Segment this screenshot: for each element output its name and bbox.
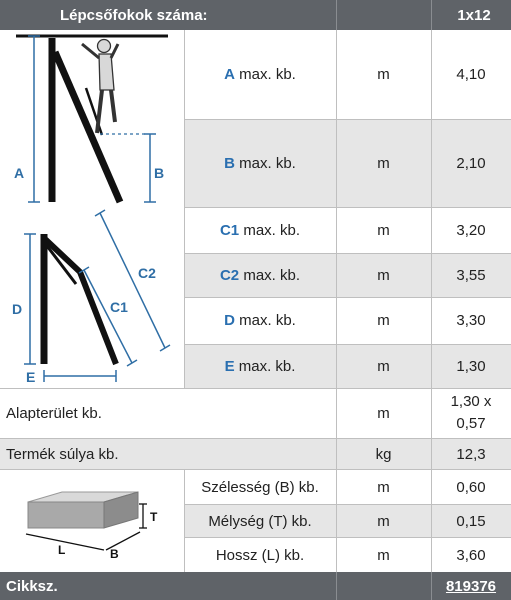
- row-e-text: max. kb.: [238, 357, 296, 375]
- pkg-b-label: B: [110, 547, 119, 561]
- row-b-code: B: [224, 154, 235, 172]
- base-area-label: Alapterület kb.: [6, 404, 102, 422]
- row-c1-code: C1: [219, 221, 240, 239]
- base-area-value-line1: 1,30 x: [450, 393, 492, 410]
- row-d-label: [184, 297, 336, 344]
- header-bar: [0, 0, 511, 30]
- package-width-unit: m: [377, 478, 390, 496]
- article-number-link[interactable]: 819376: [445, 577, 497, 595]
- weight-unit: kg: [375, 445, 392, 463]
- row-c1-unit: m: [377, 221, 390, 239]
- weight-label: Termék súlya kb.: [6, 445, 119, 463]
- row-d-text: max. kb.: [239, 312, 296, 329]
- footer-label: Cikksz.: [6, 577, 58, 595]
- row-d-unit: m: [377, 312, 390, 329]
- dim-e-label: E: [26, 369, 36, 385]
- package-width-value: 0,60: [456, 478, 486, 496]
- row-e-value: 1,30: [456, 357, 486, 375]
- row-d-code: D: [224, 312, 235, 329]
- row-e-code: E: [224, 357, 235, 375]
- row-b-value: 2,10: [456, 154, 486, 172]
- package-box-diagram: [0, 470, 184, 572]
- footer-bar: [0, 572, 511, 600]
- dim-c1-label: C1: [110, 299, 128, 315]
- package-length-unit: m: [377, 546, 390, 564]
- ladder-length-diagram: [0, 208, 184, 386]
- row-c1-value: 3,20: [456, 221, 486, 239]
- row-b-text: max. kb.: [239, 154, 296, 172]
- row-c1-label: [184, 207, 336, 253]
- row-a-text: max. kb.: [239, 66, 296, 83]
- row-a-label: [184, 30, 336, 119]
- row-e-unit: m: [377, 357, 390, 375]
- weight-value: 12,3: [456, 445, 486, 463]
- row-b-label: [184, 119, 336, 207]
- dim-a-label: A: [14, 165, 25, 181]
- row-c2-unit: m: [377, 266, 390, 284]
- package-depth-value: 0,15: [456, 512, 486, 530]
- base-area-value-line2: 0,57: [456, 415, 486, 432]
- package-depth-unit: m: [377, 512, 390, 530]
- row-c2-text: max. kb.: [243, 266, 301, 284]
- row-a-unit: m: [377, 66, 390, 83]
- dim-d-label: D: [12, 301, 23, 317]
- row-a-code: A: [224, 66, 235, 83]
- pkg-t-label: T: [150, 510, 158, 524]
- base-area-unit: m: [377, 404, 390, 422]
- header-value: 1x12: [457, 6, 491, 24]
- ladder-height-diagram: [0, 30, 184, 208]
- base-area-value: [431, 388, 511, 438]
- package-length-label: Hossz (L) kb.: [215, 546, 305, 564]
- dim-c2-label: C2: [138, 265, 156, 281]
- row-e-label: [184, 344, 336, 388]
- row-c2-label: [184, 253, 336, 297]
- dim-b-label: B: [154, 165, 165, 181]
- package-length-value: 3,60: [456, 546, 486, 564]
- pkg-l-label: L: [58, 543, 66, 557]
- row-d-value: 3,30: [456, 312, 486, 329]
- row-a-value: 4,10: [456, 66, 486, 83]
- row-c1-text: max. kb.: [243, 221, 301, 239]
- header-title: Lépcsőfokok száma:: [60, 6, 208, 24]
- package-width-label: Szélesség (B) kb.: [201, 478, 319, 496]
- row-c2-code: C2: [219, 266, 240, 284]
- row-b-unit: m: [377, 154, 390, 172]
- row-c2-value: 3,55: [456, 266, 486, 284]
- package-depth-label: Mélység (T) kb.: [208, 512, 312, 530]
